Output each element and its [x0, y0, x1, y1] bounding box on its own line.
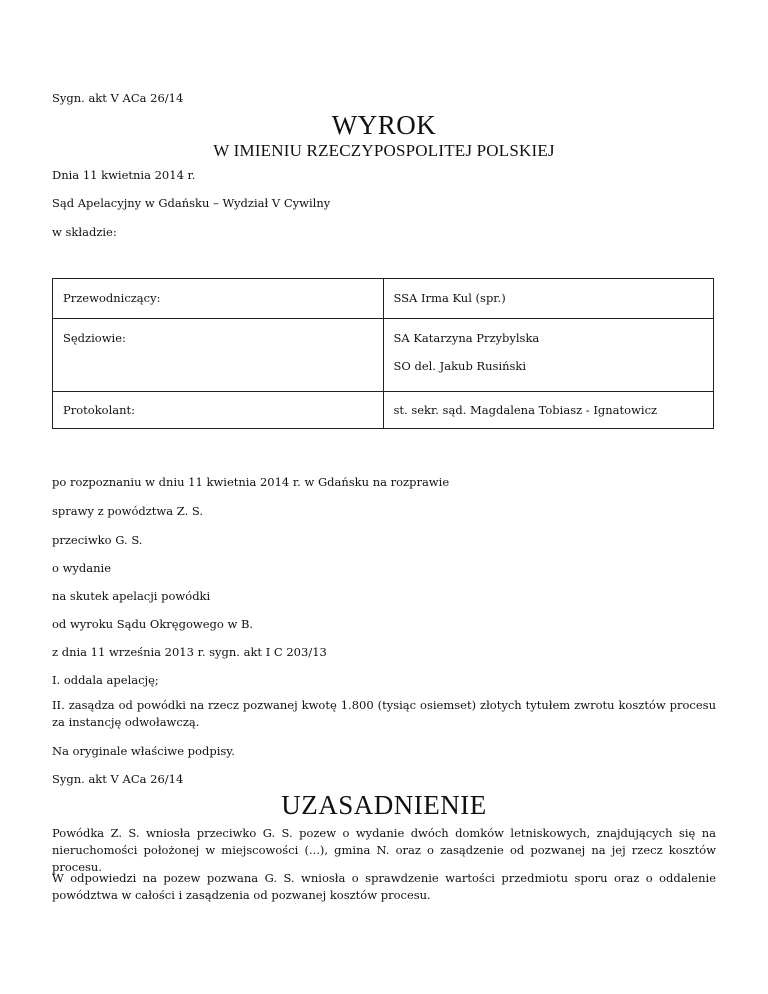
justification-title: UZASADNIENIE [281, 790, 487, 820]
clerk-label: Protokolant: [53, 392, 384, 429]
judgment-title: WYROK [331, 110, 437, 140]
presiding-value: SSA Irma Kul (spr.) [383, 279, 714, 319]
body-line: z dnia 11 września 2013 r. sygn. akt I C 203/13 [52, 645, 327, 659]
signatures-note: Na oryginale właściwe podpisy. [52, 744, 235, 758]
court-panel-table [52, 278, 714, 429]
panel-row-judges [53, 319, 714, 392]
body-line: sprawy z powództwa Z. S. [52, 504, 203, 518]
composition-label: w składzie: [52, 225, 117, 239]
judge-name: SO del. Jakub Rusiński [393, 359, 527, 373]
body-line: od wyroku Sądu Okręgowego w B. [52, 617, 254, 631]
case-reference: Sygn. akt V ACa 26/14 [52, 91, 184, 105]
panel-row-presiding [53, 279, 714, 319]
panel-row-clerk [53, 392, 714, 429]
body-line: na skutek apelacji powódki [52, 589, 211, 603]
ruling-point-1: I. oddala apelację; [52, 673, 159, 687]
judges-cell [383, 319, 714, 392]
judges-label: Sędziowie: [53, 319, 384, 392]
case-reference-2: Sygn. akt V ACa 26/14 [52, 772, 184, 786]
judge-name: SA Katarzyna Przybylska [393, 331, 540, 345]
judgment-subtitle: W IMIENIU RZECZYPOSPOLITEJ POLSKIEJ [213, 141, 555, 160]
body-line: po rozpoznaniu w dniu 11 kwietnia 2014 r. w Gdańsku na rozprawie [52, 475, 450, 489]
court-name: Sąd Apelacyjny w Gdańsku – Wydział V Cywilny [52, 196, 331, 210]
ruling-point-2: II. zasądza od powódki na rzecz pozwanej kwotę 1.800 (tysiąc osiemset) złotych tytułem zwrotu kosztów procesu za instancję odwoławczą. [52, 698, 716, 729]
presiding-label: Przewodniczący: [53, 279, 384, 319]
body-line: przeciwko G. S. [52, 533, 143, 547]
judgment-date: Dnia 11 kwietnia 2014 r. [52, 168, 196, 182]
clerk-value: st. sekr. sąd. Magdalena Tobiasz - Ignatowicz [383, 392, 714, 429]
justification-paragraph: W odpowiedzi na pozew pozwana G. S. wniosła o sprawdzenie wartości przedmiotu sporu oraz o oddalenie powództwa w całości i zasądzenia od pozwanej kosztów procesu. [52, 871, 716, 902]
justification-paragraph: Powódka Z. S. wniosła przeciwko G. S. pozew o wydanie dwóch domków letniskowych, znajdujących się na nieruchomości położonej w miejscowości (...), gmina N. oraz o zasądzenie od pozwanej na jej rzecz kosztów procesu. [52, 826, 716, 874]
body-line: o wydanie [52, 561, 112, 575]
